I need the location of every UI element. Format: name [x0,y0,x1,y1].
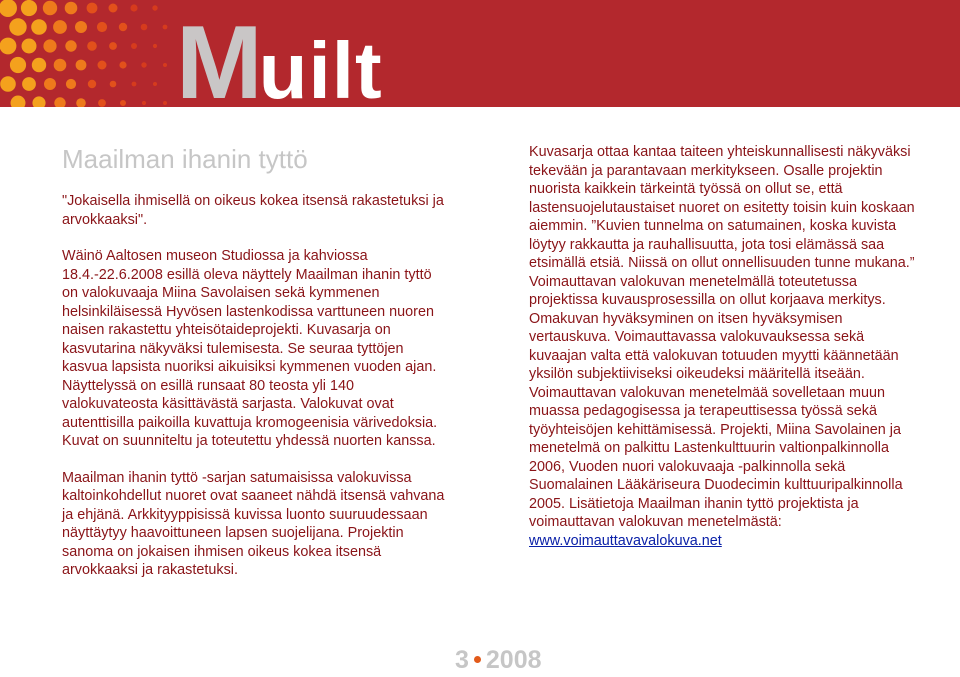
banner-dot [88,80,96,88]
article-heading: Maailman ihanin tyttö [62,144,308,174]
banner-dot [66,79,76,89]
banner-dot [54,59,67,72]
banner-dot [10,57,26,73]
banner-dot [163,25,168,30]
second-paragraph: Maailman ihanin tyttö -sarjan satumaisissa valokuvissa kaltoinkohdellut nuoret ovat saaneet nähdä itsensä vahvana ja ehjänä. Arkkityyppisissä kuvissa luonto suuruudessaan näyttäytyy haavoittuneen lapsen suojelijana. Projektin sanoma on jokaisen ihmisen oikeus kokea itsensä arvokkaaksi ja rakastetuksi. [62,469,445,578]
banner-dot [119,61,126,68]
banner-dot [87,41,97,51]
website-link[interactable]: www.voimauttavavalokuva.net [529,532,722,549]
banner-dot [54,97,65,107]
banner-dot [0,0,17,17]
banner-dot [43,1,57,15]
right-column [529,143,919,550]
page-footer-issue [455,643,542,677]
banner-dot [87,3,98,14]
dot-pattern [0,0,180,107]
banner-dot [65,40,76,51]
banner-dot [110,81,117,88]
banner-dot [97,22,107,32]
banner-dot [163,101,167,105]
banner-dot [142,101,146,105]
banner-dot [76,60,87,71]
banner-dot [75,21,87,33]
banner-dot [0,76,16,92]
banner-dot [119,23,127,31]
banner-dot [65,2,78,15]
banner-dot [120,100,126,106]
banner-dot [109,42,117,50]
left-column [62,192,448,580]
banner-dot [152,5,157,10]
banner-dot [32,96,45,107]
quote-paragraph: "Jokaisella ihmisellä on oikeus kokea itsensä rakastetuksi ja arvokkaaksi". [62,193,444,228]
intro-paragraph: Wäinö Aaltosen museon Studiossa ja kahviossa 18.4.-22.6.2008 esillä oleva näyttely Maailman ihanin tyttö on valokuvaaja Miina Savolaisen sekä kymmenen helsinkiläisessä Hyvösen lastenkodissa varttuneen nuoren naisen rakastettu yhteisötaideprojekti. Kuvasarja on kasvutarina näkyväksi tulemisesta. Se seuraa tyttöjen kasvua lapsista nuoriksi aikuisiksi kymmenen vuoden ajan. Näyttelyssä on esillä runsaat 80 teosta yli 140 valokuvateosta käsittävästä sarjasta. Valokuvat ovat autenttisilla paikoilla kuvattuja kromogeenisia värivedoksia. Kuvat on suunniteltu ja toteutettu yhdessä nuorten kanssa. [62,248,438,449]
banner-dot [130,4,137,11]
banner-dot [21,0,37,16]
banner-dot [141,62,146,67]
banner-dot [31,19,47,35]
banner-dot [11,96,26,108]
banner-dot [76,98,86,107]
banner-dot [43,39,56,52]
banner-dot [109,4,118,13]
right-paragraph: Kuvasarja ottaa kantaa taiteen yhteiskunnallisesti näkyväksi tekevään ja parantavaan merkitykseen. Osalle projektin nuorista kaikkein tärkeintä työssä on ollut se, että lastensuojelutaustaiset nuoret on esitetty toisin kuin koskaan aiemmin. ”Kuvien tunnelma on satumainen, koska kuvista löytyy rakkautta ja rauhallisuutta, jota tosi elämässä saa etsimällä etsiä. Niissä on ollut onnellisuuden tunne mukana.” Voimauttavan valokuvan menetelmällä toteutetussa projektissa kuvausprosessilla on ollut korjaava merkitys. Omakuvan hyväksyminen on itsen hyväksymisen vertauskuva. Voimauttavassa valokuvauksessa sekä kuvaajan valta että valokuvan totuuden myytti käännetään yksilön subjektiiviseksi oikeudeksi määritellä itseään. Voimauttavan valokuvan menetelmää sovelletaan muun muassa pedagogisessa ja terapeuttisessa työssä sekä työyhteisöjen kehittämisessä. Projekti, Miina Savolainen ja menetelmä on palkittu Lastenkulttuurin valtionpalkinnolla 2006, Vuoden nuori valokuvaaja -palkinnolla sekä Suomalainen Lääkäriseura Duodecimin kulttuuripalkinnolla 2005. Lisätietoja Maailman ihanin tyttö projektista ja voimauttavan valokuvan menetelmästä: www.voimauttavavalokuva.net [529,144,915,549]
banner-dot [153,44,157,48]
banner-dot [32,58,46,72]
banner-dot [141,24,148,31]
banner-dot [53,20,67,34]
banner-dot [0,38,16,55]
header-banner [0,0,960,107]
separator-dot [474,656,481,663]
banner-dot [163,63,167,67]
banner-dot [22,39,37,54]
banner-dot [22,77,36,91]
banner-dot [132,82,137,87]
magazine-title: Muilt [176,5,383,107]
banner-dot [98,61,107,70]
banner-dot [153,82,157,86]
banner-dot [44,78,56,90]
banner-dot [9,18,26,35]
issue-number: 3 [455,646,469,674]
issue-year: 2008 [485,646,542,674]
banner-dot [131,43,137,49]
banner-dot [98,99,106,107]
